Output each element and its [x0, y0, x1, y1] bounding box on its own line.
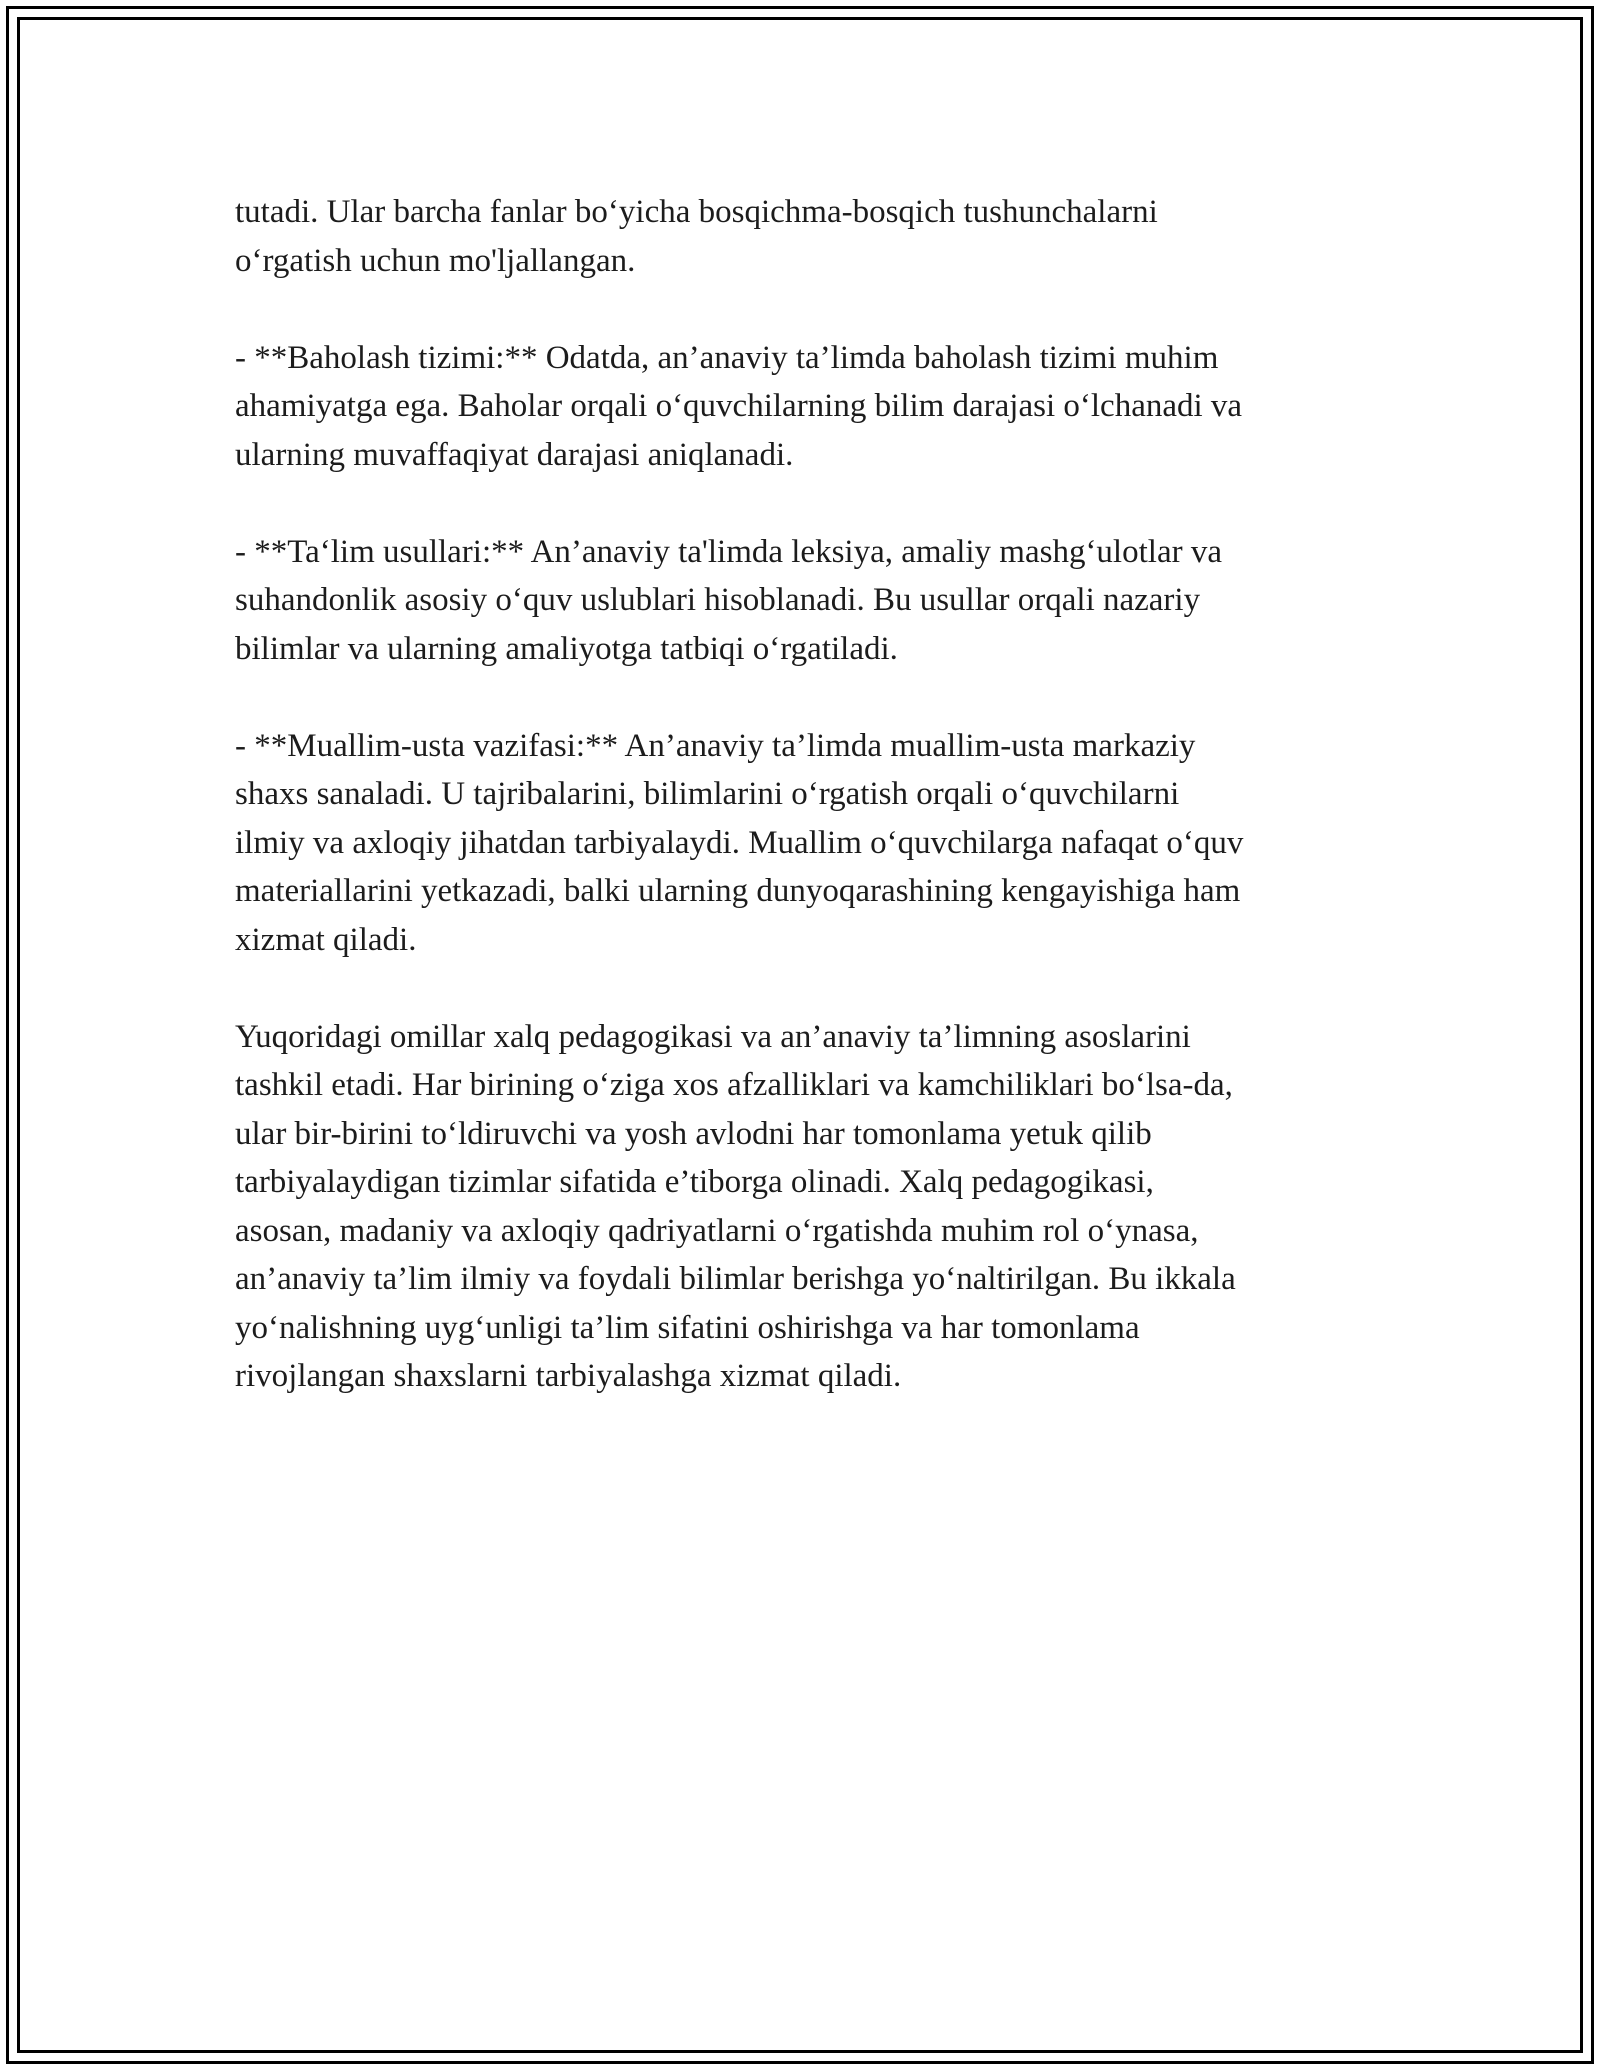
text-line: o‘rgatish uchun mo'ljallangan. [235, 242, 636, 279]
paragraph-baholash-tizimi [235, 334, 1370, 480]
text-line: ilmiy va axloqiy jihatdan tarbiyalaydi. Muallim o‘quvchilarga nafaqat o‘quv [235, 824, 1244, 861]
text-line: bilimlar va ularning amaliyotga tatbiqi o‘rgatiladi. [235, 630, 898, 667]
text-line: - **Muallim-usta vazifasi:** An’anaviy ta’limda muallim-usta markaziy [235, 727, 1196, 764]
text-line: tarbiyalaydigan tizimlar sifatida e’tiborga olinadi. Xalq pedagogikasi, [235, 1164, 1154, 1200]
text-line: yo‘nalishning uyg‘unligi ta’lim sifatini oshirishga va har tomonlama [235, 1309, 1140, 1346]
document-body [235, 188, 1370, 1401]
text-line: asosan, madaniy va axloqiy qadriyatlarni o‘rgatishda muhim rol o‘ynasa, [235, 1212, 1199, 1249]
text-line: Yuqoridagi omillar xalq pedagogikasi va an’anaviy ta’limning asoslarini [235, 1018, 1191, 1055]
text-line: - **Ta‘lim usullari:** An’anaviy ta'limda leksiya, amaliy mashg‘ulotlar va [235, 533, 1222, 570]
paragraph-talim-usullari [235, 528, 1370, 674]
text-line: ular bir-birini to‘ldiruvchi va yosh avlodni har tomonlama yetuk qilib [235, 1115, 1152, 1152]
text-line: ularning muvaffaqiyat darajasi aniqlanadi. [235, 436, 794, 473]
text-line: - **Baholash tizimi:** Odatda, an’anaviy ta’limda baholash tizimi muhim [235, 339, 1219, 376]
text-line: tashkil etadi. Har birining o‘ziga xos afzalliklari va kamchiliklari bo‘lsa-da, [235, 1067, 1233, 1103]
paragraph-muallim-usta [235, 722, 1370, 965]
text-line: shaxs sanaladi. U tajribalarini, bilimlarini o‘rgatish orqali o‘quvchilarni [235, 776, 1180, 812]
text-line: materiallarini yetkazadi, balki ularning dunyoqarashining kengayishiga ham [235, 873, 1241, 909]
text-line: xizmat qiladi. [235, 921, 417, 958]
paragraph-continuation [235, 188, 1370, 285]
text-line: rivojlangan shaxslarni tarbiyalashga xizmat qiladi. [235, 1358, 902, 1394]
paragraph-conclusion [235, 1013, 1370, 1401]
text-line: suhandonlik asosiy o‘quv uslublari hisoblanadi. Bu usullar orqali nazariy [235, 582, 1201, 618]
text-line: an’anaviy ta’lim ilmiy va foydali bilimlar berishga yo‘naltirilgan. Bu ikkala [235, 1261, 1236, 1297]
text-line: tutadi. Ular barcha fanlar bo‘yicha bosqichma-bosqich tushunchalarni [235, 194, 1158, 230]
text-line: ahamiyatga ega. Baholar orqali o‘quvchilarning bilim darajasi o‘lchanadi va [235, 388, 1243, 424]
